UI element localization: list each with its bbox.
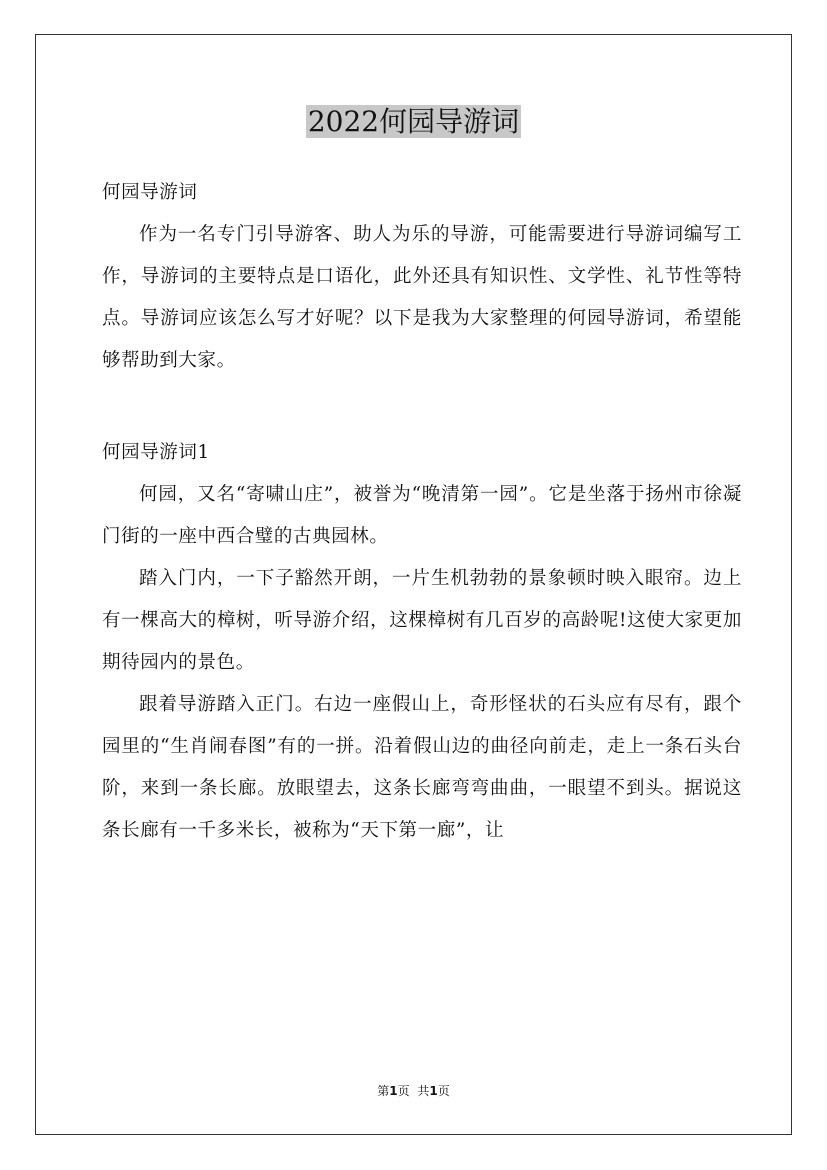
section1-heading: 何园导游词1 <box>102 442 210 463</box>
page-footer <box>0 1083 827 1099</box>
footer-total-pages: 1 <box>429 1084 438 1098</box>
intro-paragraph: 作为一名专门引导游客、助人为乐的导游，可能需要进行导游词编写工作，导游词的主要特点是口语化，此外还具有知识性、文学性、礼节性等特点。导游词应该怎么写才好呢？以下是我为大家整理的何园导游词，希望能够帮助到大家。 <box>102 224 742 371</box>
intro-heading: 何园导游词 <box>102 182 198 203</box>
document-title-text: 2022何园导游词 <box>307 105 520 138</box>
footer-page-prefix: 第 <box>377 1084 390 1098</box>
footer-total-suffix: 页 <box>437 1084 450 1098</box>
document-body <box>102 172 742 852</box>
section1-paragraph-3: 跟着导游踏入正门。右边一座假山上，奇形怪状的石头应有尽有，跟个园里的“生肖闹春图”有的一拼。沿着假山边的曲径向前走，走上一条石头台阶，来到一条长廊。放眼望去，这条长廊弯弯曲曲，一眼望不到头。据说这条长廊有一千多米长，被称为“天下第一廊”，让 <box>102 694 742 841</box>
footer-total-prefix: 共 <box>417 1084 430 1098</box>
footer-page-suffix: 页 <box>397 1084 410 1098</box>
section1-paragraph-2: 踏入门内，一下子豁然开朗，一片生机勃勃的景象顿时映入眼帘。边上有一棵高大的樟树，听导游介绍，这棵樟树有几百岁的高龄呢!这使大家更加期待园内的景色。 <box>102 568 742 673</box>
section1-paragraph-1: 何园，又名“寄啸山庄”，被誉为“晚清第一园”。它是坐落于扬州市徐凝门街的一座中西合璧的古典园林。 <box>102 484 742 547</box>
document-title <box>0 103 827 141</box>
footer-page-number: 1 <box>389 1084 398 1098</box>
section-gap <box>102 382 742 432</box>
